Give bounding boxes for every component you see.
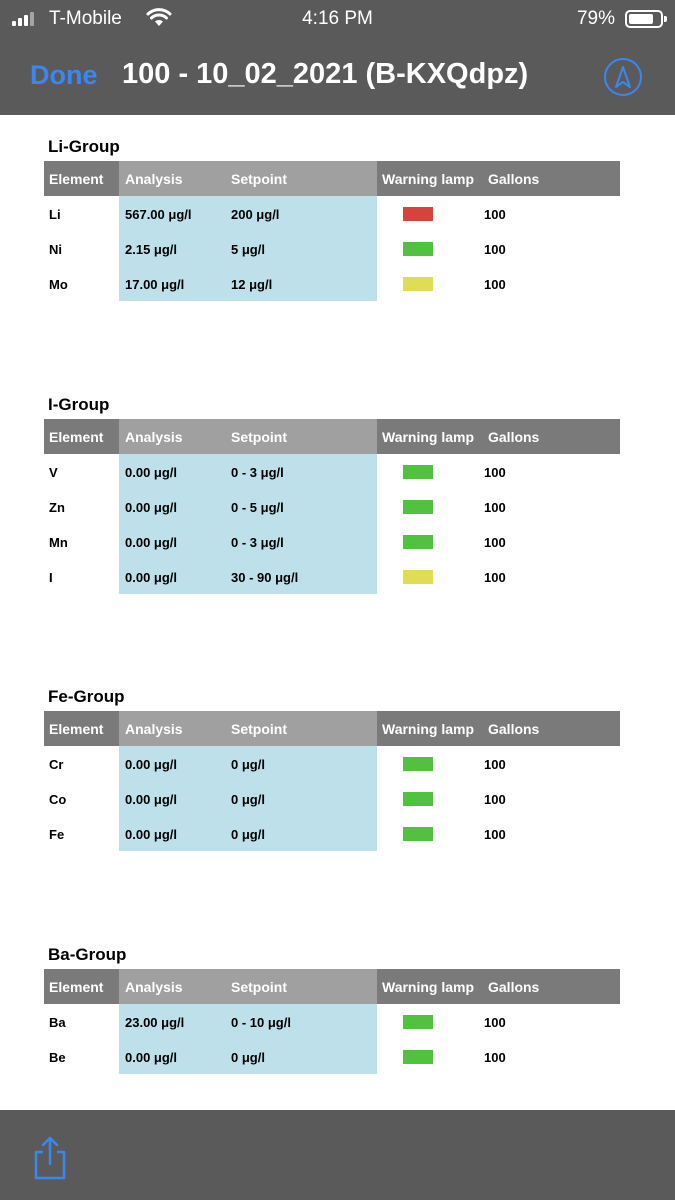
top-bar <box>0 0 675 115</box>
warning-lamp-green <box>403 827 433 841</box>
cell-analysis: 567.00 μg/l <box>125 207 192 222</box>
cell-setpoint: 0 μg/l <box>231 792 265 807</box>
cell-setpoint: 0 μg/l <box>231 757 265 772</box>
warning-lamp-green <box>403 757 433 771</box>
cell-setpoint: 0 - 5 μg/l <box>231 500 284 515</box>
cell-analysis: 17.00 μg/l <box>125 277 185 292</box>
table-row <box>44 231 620 266</box>
group-title: Ba-Group <box>48 945 127 964</box>
bottom-toolbar <box>0 1110 675 1200</box>
cell-element: Fe <box>49 827 65 842</box>
table-row <box>44 524 620 559</box>
group-title: Fe-Group <box>48 687 125 706</box>
column-header-warning-lamp: Warning lamp <box>382 429 475 445</box>
cell-element: Li <box>49 207 61 222</box>
table-row <box>44 266 620 301</box>
table-row <box>44 489 620 524</box>
column-header-setpoint: Setpoint <box>231 171 287 187</box>
warning-lamp-green <box>403 792 433 806</box>
table-row <box>44 816 620 851</box>
column-header-element: Element <box>49 171 104 187</box>
cell-gallons: 100 <box>484 535 506 550</box>
column-header-element: Element <box>49 721 104 737</box>
cell-setpoint: 0 - 3 μg/l <box>231 535 284 550</box>
cell-analysis: 0.00 μg/l <box>125 465 178 480</box>
table-row <box>44 196 620 231</box>
table-header <box>44 711 620 746</box>
table-header <box>44 161 620 196</box>
cell-gallons: 100 <box>484 465 506 480</box>
cell-element: Zn <box>49 500 65 515</box>
cell-setpoint: 5 μg/l <box>231 242 265 257</box>
cell-analysis: 0.00 μg/l <box>125 792 178 807</box>
navigation-bar <box>0 54 675 104</box>
cell-element: V <box>49 465 58 480</box>
cell-analysis: 0.00 μg/l <box>125 1050 178 1065</box>
cell-setpoint: 12 μg/l <box>231 277 273 292</box>
cell-element: Co <box>49 792 67 807</box>
cell-element: Ni <box>49 242 62 257</box>
cell-analysis: 0.00 μg/l <box>125 757 178 772</box>
table-header <box>44 969 620 1004</box>
cell-gallons: 100 <box>484 242 506 257</box>
cell-setpoint: 0 μg/l <box>231 827 265 842</box>
warning-lamp-green <box>403 465 433 479</box>
column-header-setpoint: Setpoint <box>231 429 287 445</box>
column-header-element: Element <box>49 429 104 445</box>
column-header-element: Element <box>49 979 104 995</box>
warning-lamp-yellow <box>403 277 433 291</box>
cell-gallons: 100 <box>484 1015 506 1030</box>
cell-element: Mn <box>49 535 68 550</box>
cell-setpoint: 0 - 10 μg/l <box>231 1015 291 1030</box>
status-bar <box>0 0 675 40</box>
cell-gallons: 100 <box>484 500 506 515</box>
group-title: I-Group <box>48 395 110 414</box>
column-header-warning-lamp: Warning lamp <box>382 171 475 187</box>
table-row <box>44 454 620 489</box>
warning-lamp-green <box>403 500 433 514</box>
cell-gallons: 100 <box>484 757 506 772</box>
cell-analysis: 0.00 μg/l <box>125 535 178 550</box>
column-header-gallons: Gallons <box>488 979 540 995</box>
table-row <box>44 781 620 816</box>
cell-setpoint: 0 μg/l <box>231 1050 265 1065</box>
cell-setpoint: 0 - 3 μg/l <box>231 465 284 480</box>
cell-analysis: 2.15 μg/l <box>125 242 178 257</box>
done-button[interactable]: Done <box>30 60 98 90</box>
cell-element: Be <box>49 1050 66 1065</box>
report-content <box>0 115 675 1110</box>
column-header-setpoint: Setpoint <box>231 979 287 995</box>
cell-element: I <box>49 570 53 585</box>
share-icon[interactable] <box>32 1136 68 1180</box>
warning-lamp-yellow <box>403 570 433 584</box>
cell-gallons: 100 <box>484 570 506 585</box>
column-header-gallons: Gallons <box>488 171 540 187</box>
cell-gallons: 100 <box>484 827 506 842</box>
clock: 4:16 PM <box>302 8 373 29</box>
page-title: 100 - 10_02_2021 (B-KXQdpz) <box>122 58 529 90</box>
cell-gallons: 100 <box>484 1050 506 1065</box>
warning-lamp-red <box>403 207 433 221</box>
column-header-analysis: Analysis <box>125 171 183 187</box>
table-row <box>44 559 620 594</box>
cell-element: Cr <box>49 757 64 772</box>
cell-element: Ba <box>49 1015 66 1030</box>
warning-lamp-green <box>403 242 433 256</box>
column-header-warning-lamp: Warning lamp <box>382 979 475 995</box>
cell-element: Mo <box>49 277 68 292</box>
carrier-label: T-Mobile <box>49 8 122 29</box>
cell-setpoint: 30 - 90 μg/l <box>231 570 299 585</box>
battery-percent: 79% <box>576 8 615 29</box>
battery-icon <box>625 10 663 28</box>
warning-lamp-green <box>403 535 433 549</box>
cell-analysis: 0.00 μg/l <box>125 827 178 842</box>
column-header-analysis: Analysis <box>125 979 183 995</box>
table-row <box>44 1039 620 1074</box>
column-header-gallons: Gallons <box>488 429 540 445</box>
table-header <box>44 419 620 454</box>
warning-lamp-green <box>403 1015 433 1029</box>
column-header-analysis: Analysis <box>125 429 183 445</box>
compass-navigation-icon[interactable] <box>604 58 642 96</box>
column-header-setpoint: Setpoint <box>231 721 287 737</box>
warning-lamp-green <box>403 1050 433 1064</box>
cell-analysis: 23.00 μg/l <box>125 1015 185 1030</box>
battery-fill <box>629 14 653 24</box>
cell-gallons: 100 <box>484 207 506 222</box>
table-row <box>44 1004 620 1039</box>
cell-gallons: 100 <box>484 277 506 292</box>
table-row <box>44 746 620 781</box>
cell-analysis: 0.00 μg/l <box>125 500 178 515</box>
cell-analysis: 0.00 μg/l <box>125 570 178 585</box>
column-header-warning-lamp: Warning lamp <box>382 721 475 737</box>
group-title: Li-Group <box>48 137 120 156</box>
cell-setpoint: 200 μg/l <box>231 207 280 222</box>
column-header-gallons: Gallons <box>488 721 540 737</box>
cell-gallons: 100 <box>484 792 506 807</box>
column-header-analysis: Analysis <box>125 721 183 737</box>
